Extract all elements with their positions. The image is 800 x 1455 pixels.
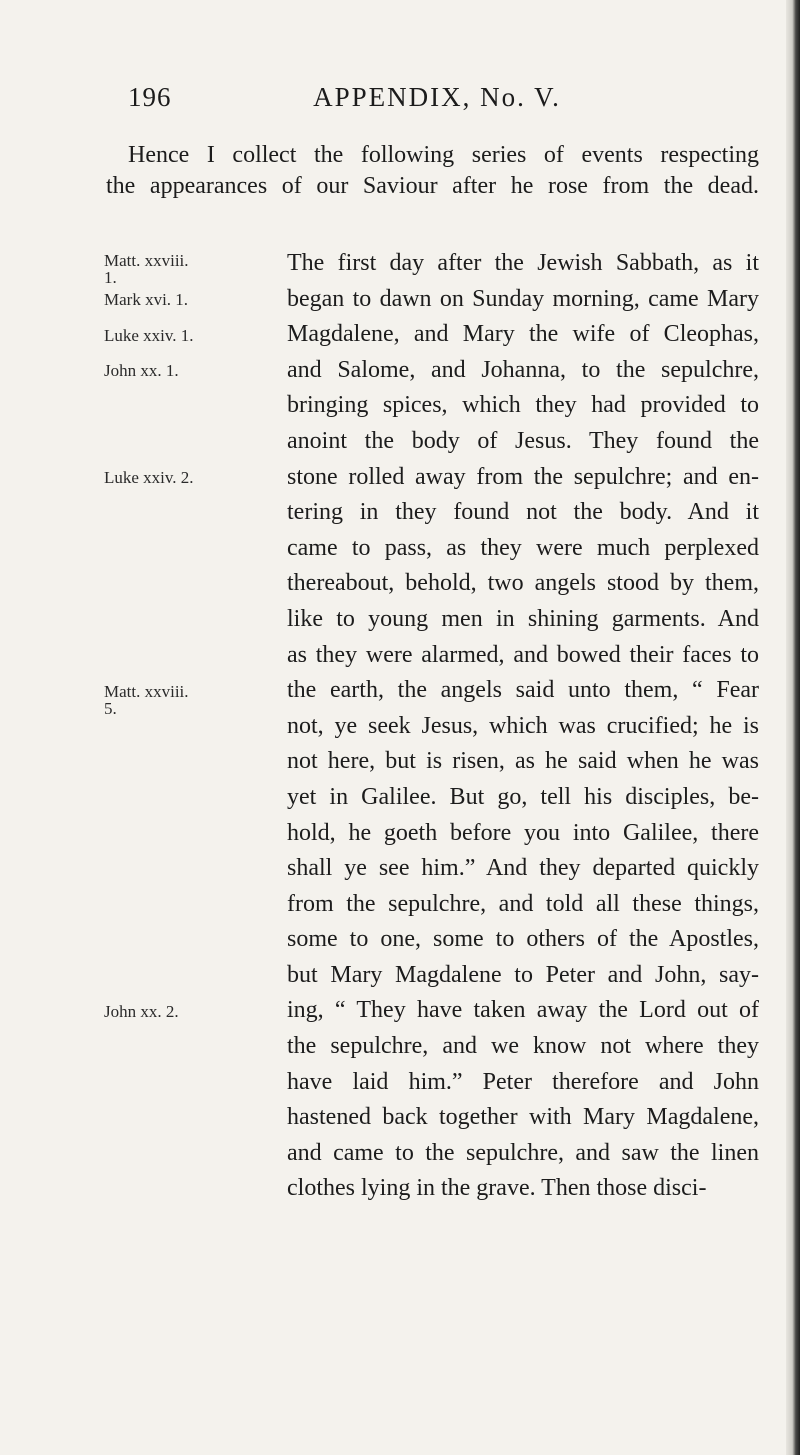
main-paragraph <box>287 246 759 1207</box>
text-line: anoint the body of Jesus. They found the <box>287 427 759 454</box>
text-line: hastened back together with Mary Magdalene, <box>287 1104 759 1131</box>
page-number: 196 <box>128 82 172 112</box>
text-line: The first day after the Jewish Sabbath, as it <box>287 250 759 276</box>
margin-note-mark-xvi-1: Mark xvi. 1. <box>104 290 189 309</box>
text-line: thereabout, behold, two angels stood by them, <box>287 570 759 597</box>
text-line: hold, he goeth before you into Galilee, there <box>287 819 759 846</box>
text-line: Magdalene, and Mary the wife of Cleophas, <box>287 321 759 348</box>
margin-note-matt-xxviii-5: Matt. xxviii. 5. <box>104 682 189 718</box>
header-title: APPENDIX, No. V. <box>313 82 561 112</box>
text-line: have laid him.” Peter therefore and John <box>287 1068 759 1095</box>
intro-line: Hence I collect the following series of events respecting <box>128 142 759 168</box>
text-line: began to dawn on Sunday morning, came Mary <box>287 285 759 312</box>
text-line: and came to the sepulchre, and saw the linen <box>287 1139 759 1166</box>
intro-line: the appearances of our Saviour after he rose from the dead. <box>106 173 759 199</box>
text-line: ing, “ They have taken away the Lord out of <box>287 997 759 1024</box>
margin-note-luke-xxiv-2: Luke xxiv. 2. <box>104 468 194 487</box>
text-line: like to young men in shining garments. And <box>287 605 759 632</box>
margin-note-matt-xxviii-1: Matt. xxviii. 1. <box>104 251 189 287</box>
text-line: the sepulchre, and we know not where they <box>287 1033 759 1060</box>
margin-note-john-xx-1: John xx. 1. <box>104 361 179 380</box>
text-line: but Mary Magdalene to Peter and John, say- <box>287 961 759 988</box>
text-line: not here, but is risen, as he said when he was <box>287 748 759 775</box>
text-line: came to pass, as they were much perplexed <box>287 534 759 561</box>
margin-note-john-xx-2: John xx. 2. <box>104 1002 179 1021</box>
text-line: clothes lying in the grave. Then those disci- <box>287 1175 707 1202</box>
text-line: and Salome, and Johanna, to the sepulchre, <box>287 356 759 383</box>
text-line: shall ye see him.” And they departed quickly <box>287 855 759 882</box>
text-line: bringing spices, which they had provided to <box>287 392 759 419</box>
text-line: tering in they found not the body. And it <box>287 499 759 526</box>
text-line: as they were alarmed, and bowed their faces to <box>287 641 759 668</box>
text-line: not, ye seek Jesus, which was crucified; he is <box>287 712 759 739</box>
text-line: some to one, some to others of the Apostles, <box>287 926 759 953</box>
margin-note-luke-xxiv-1: Luke xxiv. 1. <box>104 326 194 345</box>
text-line: stone rolled away from the sepulchre; and en- <box>287 463 759 490</box>
text-line: from the sepulchre, and told all these things, <box>287 890 759 917</box>
text-line: the earth, the angels said unto them, “ Fear <box>287 677 759 704</box>
text-line: yet in Galilee. But go, tell his disciples, be- <box>287 783 759 810</box>
